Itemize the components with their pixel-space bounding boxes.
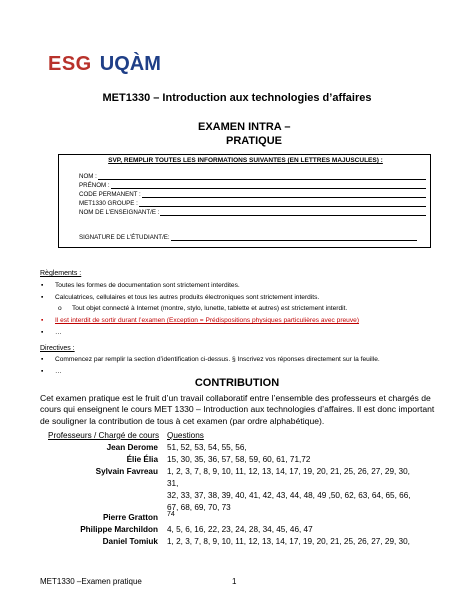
bullet-icon: ▪: [41, 294, 44, 301]
circle-bullet-icon: o: [58, 305, 62, 312]
page-number: 1: [232, 577, 237, 586]
document-title: MET1330 – Introduction aux technologies d’affaires: [102, 92, 372, 104]
contributor-questions: 74: [167, 511, 175, 518]
contributor-questions: 32, 33, 37, 38, 39, 40, 41, 42, 43, 44, 48, 49 ,50, 62, 63, 64, 65, 66,: [167, 491, 411, 500]
professors-column-header: Professeurs / Chargé de cours: [48, 431, 160, 440]
contribution-title: CONTRIBUTION: [194, 377, 280, 389]
rule-item-ellipsis: ▪ …: [41, 329, 62, 336]
directive-item: ▪ Commencez par remplir la section d’identification ci-dessus. § Inscrivez vos réponses directement sur la feuille.: [41, 356, 380, 363]
contributor-questions: 1, 2, 3, 7, 8, 9, 10, 11, 12, 13, 14, 17, 19, 20, 21, 25, 26, 27, 29, 30,: [167, 467, 410, 476]
rule-item: ▪ Calculatrices, cellulaires et tous les autres produits électroniques sont strictement interdits.: [41, 294, 320, 301]
signature-field[interactable]: SIGNATURE DE L’ÉTUDIANT/E:: [79, 234, 417, 241]
esg-uqam-logo: [48, 54, 161, 74]
directive-item-ellipsis: ▪ …: [41, 368, 62, 375]
contributor-name: Jean Derome: [106, 443, 158, 452]
contributor-name: Sylvain Favreau: [95, 467, 158, 476]
rules-title: Règlements :: [40, 270, 82, 277]
teacher-name-field[interactable]: NOM DE L’ENSEIGNANT/E :: [79, 209, 426, 216]
bullet-icon: ▪: [41, 368, 44, 375]
contributor-questions: 15, 30, 35, 36, 57, 58, 59, 60, 61, 71,72: [167, 455, 311, 464]
bullet-icon: ▪: [41, 282, 44, 289]
contributor-name: Philippe Marchildon: [80, 525, 158, 534]
exam-title-line1: EXAMEN INTRA –: [198, 121, 291, 133]
rule-item: ▪ Toutes les formes de documentation sont strictement interdites.: [41, 282, 240, 289]
bullet-icon: ▪: [41, 329, 44, 336]
name-field[interactable]: NOM :: [79, 173, 426, 180]
contributor-questions: 67, 68, 69, 70, 73: [167, 503, 231, 512]
rule-sub-item: o Tout objet connecté à Internet (montre, stylo, lunette, tablette et autres) est strictement interdit.: [58, 305, 348, 312]
footer-text: MET1330 –Examen pratique: [40, 577, 142, 586]
group-field[interactable]: MET1330 GROUPE :: [79, 200, 426, 207]
contributor-questions: 4, 5, 6, 16, 22, 23, 24, 28, 34, 45, 46, 47: [167, 525, 313, 534]
contributor-name: Daniel Tomiuk: [102, 537, 158, 546]
questions-column-header: Questions: [167, 431, 204, 440]
bullet-icon: ▪: [41, 356, 44, 363]
logo-esg: ESG: [48, 53, 92, 75]
info-box-heading: SVP, REMPLIR TOUTES LES INFORMATIONS SUIVANTES (EN LETTRES MAJUSCULES) :: [108, 157, 383, 164]
contributor-questions: 1, 2, 3, 7, 8, 9, 10, 11, 12, 13, 14, 17, 19, 20, 21, 25, 26, 27, 29, 30,: [167, 537, 410, 546]
contribution-paragraph: Cet examen pratique est le fruit d’un travail collaboratif entre l’ensemble des professeurs et chargés de cours qui enseignent le cours MET 1330 – Introduction aux technologies d’affaires. Il est donc important de souligner la contribution de tous à cet examen (par ordre alphabétique).: [40, 393, 435, 426]
directives-title: Directives :: [40, 345, 75, 352]
student-info-box: [58, 154, 431, 248]
first-name-field[interactable]: PRÉNOM :: [79, 182, 426, 189]
contributor-questions: 31,: [167, 479, 179, 488]
exam-title-line2: PRATIQUE: [226, 135, 283, 147]
permanent-code-field[interactable]: CODE PERMANENT :: [79, 191, 426, 198]
rule-item-warning: ▪ Il est interdit de sortir durant l’examen (Exception = Prédispositions physiques particulières avec preuve): [41, 317, 360, 324]
contributor-questions: 51, 52, 53, 54, 55, 56,: [167, 443, 247, 452]
logo-uqam: UQÀM: [99, 53, 161, 75]
contributor-name: Pierre Gratton: [102, 513, 158, 522]
contributor-name: Élie Élia: [126, 455, 158, 464]
bullet-icon: ▪: [41, 317, 44, 324]
